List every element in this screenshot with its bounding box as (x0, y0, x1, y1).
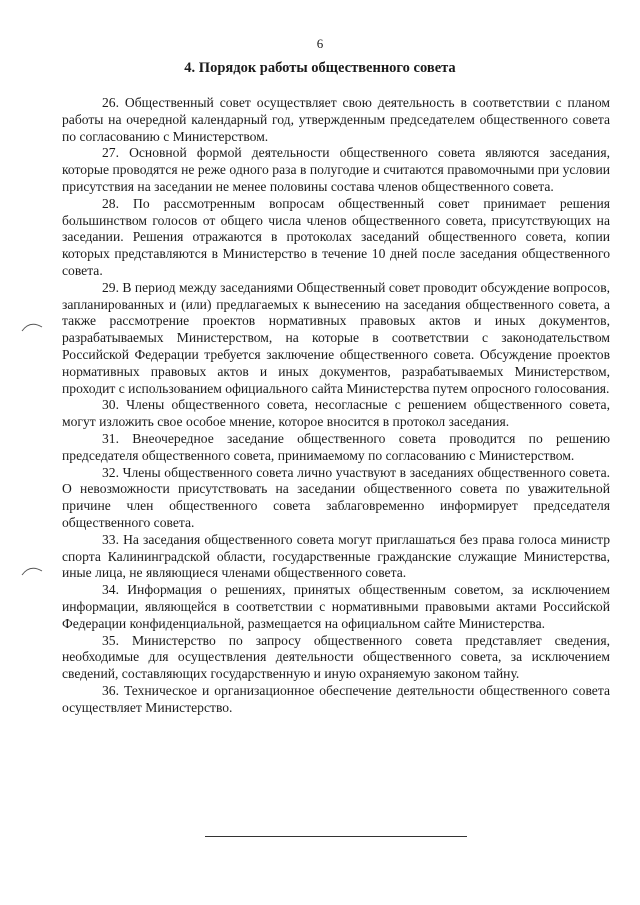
paragraph-36: 36. Техническое и организационное обеспечение деятельности общественного совета осуществляет Министерство. (62, 682, 610, 715)
document-body (62, 95, 610, 716)
paragraph-35: 35. Министерство по запросу общественного совета представляет сведения, необходимые для осуществления деятельности общественного совета, за исключением сведений, составляющих государственную и иную охраняемую законом тайну. (62, 632, 610, 682)
end-separator-line (205, 836, 467, 837)
paragraph-34: 34. Информация о решениях, принятых общественным советом, за исключением информации, являющейся в соответствии с нормативными правовыми актами Российской Федерации конфиденциальной, размещается на официальном сайте Министерства. (62, 582, 610, 631)
punch-hole-mark-icon (20, 318, 44, 334)
paragraph-26: 26. Общественный совет осуществляет свою деятельность в соответствии с планом работы на очередной календарный год, утвержденным председателем общественного совета по согласованию с Министерством. (62, 95, 610, 144)
paragraph-29: 29. В период между заседаниями Общественный совет проводит обсуждение вопросов, запланированных и (или) предлагаемых к вынесению на заседания общественного совета, а также рассмотрение проектов нормативных правовых актов и иных документов, разрабатываемых Министерством, на которые в соответствии с законодательством Российской Федерации требуется заключение общественного совета. Обсуждение проектов нормативных правовых актов и иных документов, разрабатываемых Министерством, проходит с использованием официального сайта Министерства путем опросного голосования. (62, 279, 611, 396)
paragraph-33: 33. На заседания общественного совета могут приглашаться без права голоса министр спорта Калининградской области, государственные гражданские служащие Министерства, иные лица, не являющиеся членами общественного совета. (62, 531, 610, 581)
page-number: 6 (316, 36, 324, 51)
paragraph-30: 30. Члены общественного совета, несогласные с решением общественного совета, могут изложить свое особое мнение, которое вносится в протокол заседания. (62, 397, 610, 430)
paragraph-32: 32. Члены общественного совета лично участвуют в заседаниях общественного совета. О невозможности присутствовать на заседании общественного совета по уважительной причине член общественного совета заблаговременно информирует председателя общественного совета. (62, 464, 610, 530)
paragraph-31: 31. Внеочередное заседание общественного совета проводится по решению председателя общественного совета, принимаемому по согласованию с Министерством. (62, 430, 610, 463)
paragraph-28: 28. По рассмотренным вопросам общественный совет принимает решения большинством голосов от общего числа членов общественного совета, присутствующих на заседании. Решения отражаются в протоколах заседаний общественного совета, копии которых представляются в Министерство в течение 10 дней после заседания общественного совета. (62, 195, 610, 278)
section-title: 4. Порядок работы общественного совета (184, 60, 456, 76)
punch-hole-mark-icon (20, 562, 44, 578)
paragraph-27: 27. Основной формой деятельности общественного совета являются заседания, которые проводятся не реже одного раза в полугодие и считаются правомочными при условии присутствия на заседании не менее половины состава членов общественного совета. (62, 145, 610, 194)
